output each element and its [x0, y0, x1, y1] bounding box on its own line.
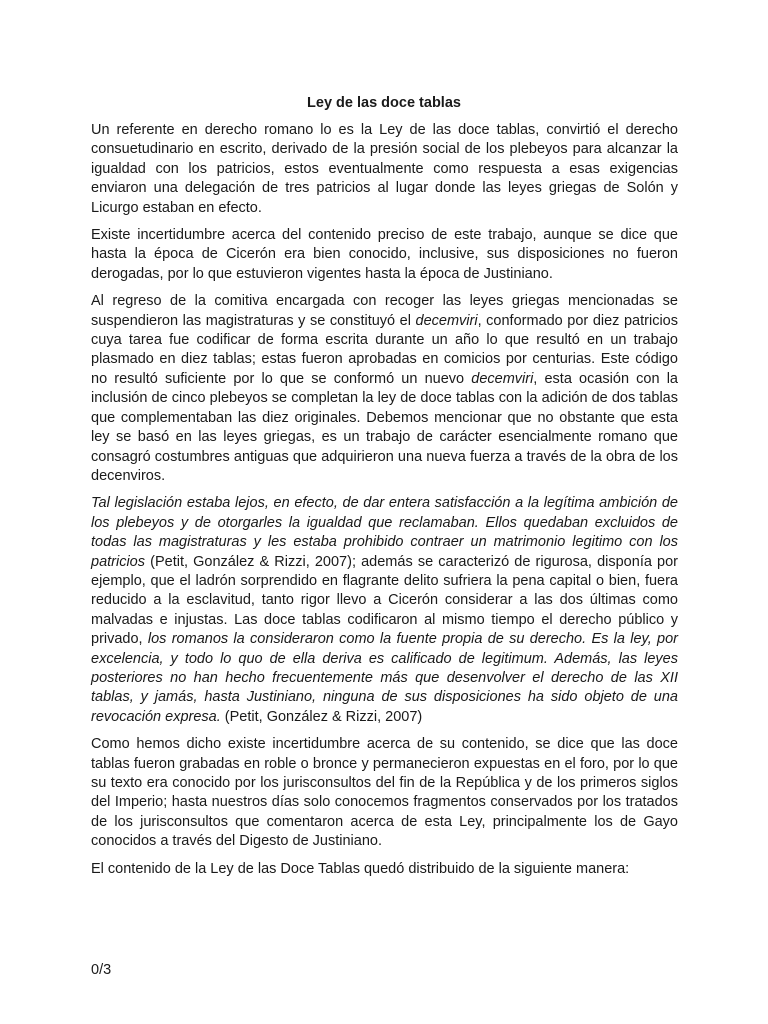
document-body: [91, 121, 678, 887]
italic-text-segment: decemviri: [415, 312, 478, 329]
page-number: 0/3: [91, 962, 112, 978]
italic-text-segment: Tal legislación estaba lejos, en efecto, de dar entera satisfacción a la legítima ambición de los plebeyos y de otorgarles la igualdad que reclamaban. Ellos quedaban excluidos de todas las magistraturas y les estaba prohibido contraer un matrimonio legitimo con los patricios: [91, 495, 678, 570]
paragraph: [91, 226, 678, 284]
text-segment: (Petit, González & Rizzi, 2007): [220, 708, 423, 725]
text-segment: Como hemos dicho existe incertidumbre acerca de su contenido, se dice que las doce tablas fueron grabadas en roble o bronce y permanecieron expuestas en el foro, por lo que su texto era conocido por los jurisconsultos del fin de la República y de los primeros siglos del Imperio; hasta nuestros días solo conocemos fragmentos conservados por los tratados de los jurisconsultos que comentaron acerca de esta Ley, principalmente los de Gayo conocidos a través del Digesto de Justiniano.: [91, 736, 678, 850]
paragraph: [91, 121, 678, 218]
text-segment: , conformado por diez patricios cuya tarea fue codificar de forma escrita durante un año lo que resultó en un trabajo plasmado en diez tablas; estas fueron aprobadas en comicios por centurias. Este código no resultó suficiente por lo que se conformó un nuevo: [91, 312, 678, 387]
paragraph: [91, 494, 678, 727]
italic-text-segment: los romanos la consideraron como la fuente propia de su derecho. Es la ley, por excelencia, y todo lo quo de ella deriva es calificado de legitimum. Además, las leyes posteriores no han hecho frecuentemente más que desenvolver el derecho de las XII tablas, y jamás, hasta Justiniano, ninguna de sus disposiciones ha sido objeto de una revocación expresa.: [91, 631, 678, 725]
italic-text-segment: decemviri: [471, 370, 534, 387]
text-segment: Existe incertidumbre acerca del contenido preciso de este trabajo, aunque se dice que hasta la época de Cicerón era bien conocido, inclusive, sus disposiciones no fueron derogadas, por lo que estuvieron vigentes hasta la época de Justiniano.: [91, 227, 678, 282]
text-segment: (Petit, González & Rizzi, 2007); además se caracterizó de rigurosa, disponía por ejemplo, que el ladrón sorprendido en flagrante delito sufriera la pena capital o bien, fuera reducido a la esclavitud, tanto rigor llevo a Cicerón considerar a las dos últimas como malvadas e injustas. Las doce tablas codificaron al mismo tiempo el derecho público y privado,: [91, 553, 678, 648]
text-segment: Un referente en derecho romano lo es la Ley de las doce tablas, convirtió el derecho consuetudinario en escrito, derivado de la presión social de los plebeyos para alcanzar la igualdad con los patricios, estos eventualmente como respuesta a esas exigencias enviaron una delegación de tres patricios al lugar donde las leyes griegas de Solón y Licurgo estaban en efecto.: [91, 122, 678, 216]
paragraph: [91, 860, 678, 879]
text-segment: Al regreso de la comitiva encargada con recoger las leyes griegas mencionadas se suspendieron las magistraturas y se constituyó el: [91, 293, 678, 329]
paragraph: [91, 292, 678, 486]
text-segment: El contenido de la Ley de las Doce Tablas quedó distribuido de la siguiente manera:: [91, 860, 630, 877]
text-segment: , esta ocasión con la inclusión de cinco plebeyos se completan la ley de doce tablas con la adición de dos tablas que complementaban las diez originales. Debemos mencionar que no obstante que esta ley se basó en las leyes griegas, es un trabajo de carácter esencialmente romano que consagró costumbres antiguas que adquirieron una nueva fuerza a través de la obra de los decenviros.: [91, 370, 678, 484]
document-title: Ley de las doce tablas: [307, 95, 461, 111]
paragraph: [91, 735, 678, 851]
